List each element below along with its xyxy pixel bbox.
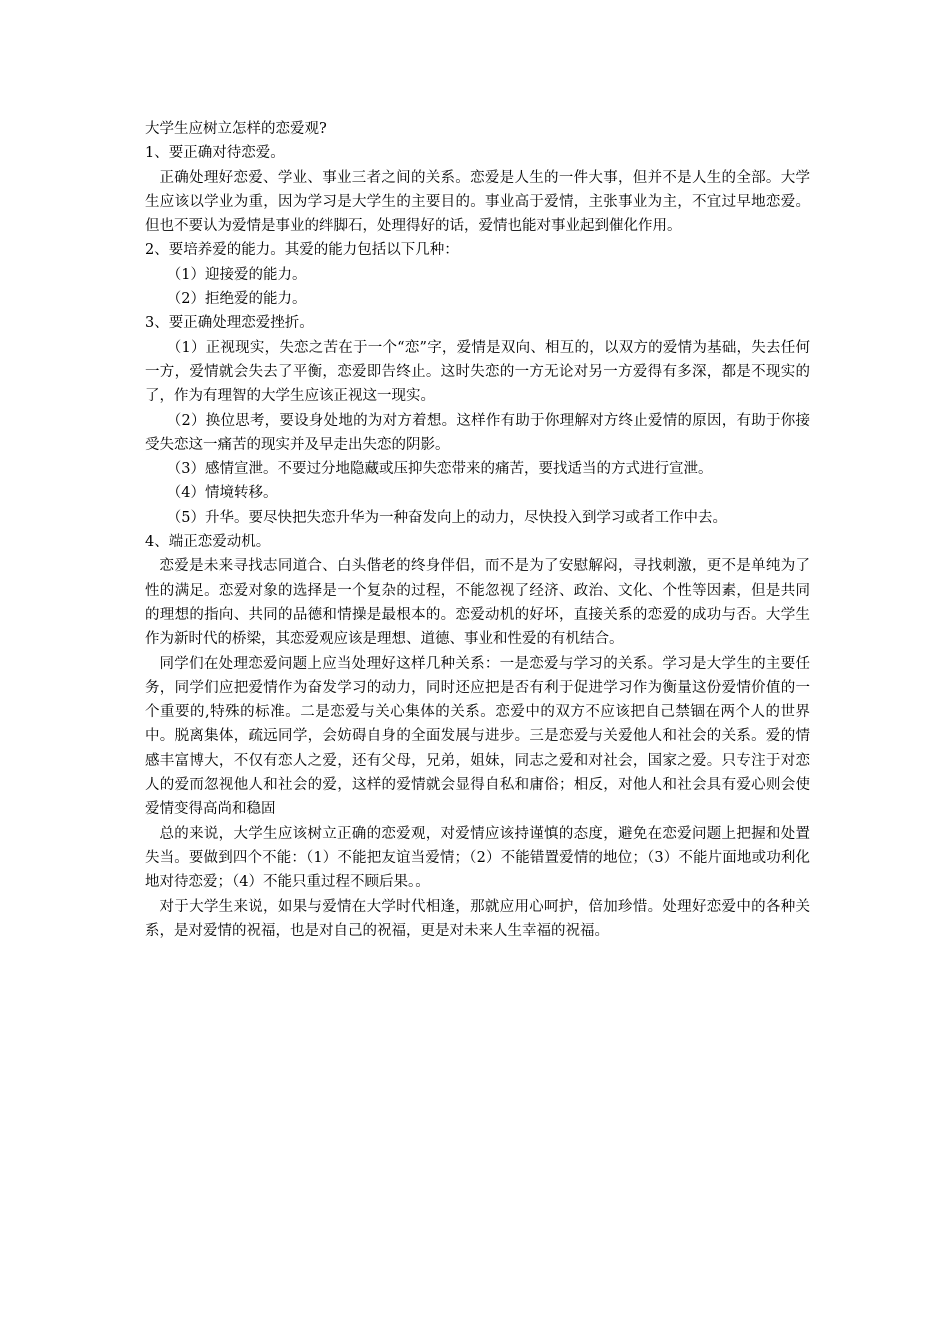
paragraph-5: 同学们在处理恋爱问题上应当处理好这样几种关系：一是恋爱与学习的关系。学习是大学生的主要任务，同学们应把爱情作为奋发学习的动力，同时还应把是否有利于促进学习作为衡量这份爱情价值的一个重要的,特殊的标准。二是恋爱与关心集体的关系。恋爱中的双方不应该把自己禁锢在两个人的世界中。脱离集体，疏远同学，会妨碍自身的全面发展与进步。三是恋爱与关爱他人和社会的关系。爱的情感丰富博大，不仅有恋人之爱，还有父母，兄弟，姐妹，同志之爱和对社会，国家之爱。只专注于对恋人的爱而忽视他人和社会的爱，这样的爱情就会显得自私和庸俗；相反，对他人和社会具有爱心则会使爱情变得高尚和稳固 — [145, 655, 810, 818]
list-item-3-2: （2）换位思考，要设身处地的为对方着想。这样作有助于你理解对方终止爱情的原因，有助于你接受失恋这一痛苦的现实并及早走出失恋的阴影。 — [145, 412, 810, 453]
list-item-3-3: （3）感情宣泄。不要过分地隐藏或压抑失恋带来的痛苦，要找适当的方式进行宣泄。 — [166, 461, 713, 478]
list-item-3-1: （1）正视现实，失恋之苦在于一个“恋”字，爱情是双向、相互的，以双方的爱情为基础，失去任何一方，爱情就会失去了平衡，恋爱即告终止。这时失恋的一方无论对另一方爱得有多深，都是不现实的了，作为有理智的大学生应该正视这一现实。 — [145, 339, 810, 405]
paragraph-4: 恋爱是未来寻找志同道合、白头偕老的终身伴侣，而不是为了安慰解闷，寻找刺激，更不是单纯为了性的满足。恋爱对象的选择是一个复杂的过程，不能忽视了经济、政治、文化、个性等因素，但是共同的理想的指向、共同的品德和情操是最根本的。恋爱动机的好坏，直接关系的恋爱的成功与否。大学生作为新时代的桥梁，其恋爱观应该是理想、道德、事业和性爱的有机结合。 — [145, 558, 810, 648]
document-title: 大学生应树立怎样的恋爱观? — [145, 121, 327, 137]
paragraph-6: 总的来说，大学生应该树立正确的恋爱观，对爱情应该持谨慎的态度，避免在恋爱问题上把握和处置失当。要做到四个不能：（1）不能把友谊当爱情；（2）不能错置爱情的地位；（3）不能片面地或功利化地对待恋爱；（4）不能只重过程不顾后果。。 — [145, 825, 810, 891]
list-item-2-1: （1）迎接爱的能力。 — [166, 266, 307, 283]
list-item-3-4: （4）情境转移。 — [166, 485, 278, 502]
section-heading-3: 3、要正确处理恋爱挫折。 — [145, 315, 314, 332]
section-heading-1: 1、要正确对待恋爱。 — [145, 145, 285, 162]
paragraph-1: 正确处理好恋爱、学业、事业三者之间的关系。恋爱是人生的一件大事，但并不是人生的全部。大学生应该以学业为重，因为学习是大学生的主要目的。事业高于爱情，主张事业为主，不宜过早地恋爱。但也不要认为爱情是事业的绊脚石，处理得好的话，爱情也能对事业起到催化作用。 — [145, 169, 810, 235]
list-item-2-2: （2）拒绝爱的能力。 — [166, 291, 307, 308]
section-heading-4: 4、端正恋爱动机。 — [145, 534, 271, 551]
list-item-3-5: （5）升华。要尽快把失恋升华为一种奋发向上的动力，尽快投入到学习或者工作中去。 — [166, 509, 727, 526]
section-heading-2: 2、要培养爱的能力。其爱的能力包括以下几种： — [145, 242, 459, 259]
paragraph-7: 对于大学生来说，如果与爱情在大学时代相逢，那就应用心呵护，倍加珍惜。处理好恋爱中的各种关系，是对爱情的祝福，也是对自己的祝福，更是对未来人生幸福的祝福。 — [145, 898, 810, 939]
document-body — [145, 117, 810, 943]
